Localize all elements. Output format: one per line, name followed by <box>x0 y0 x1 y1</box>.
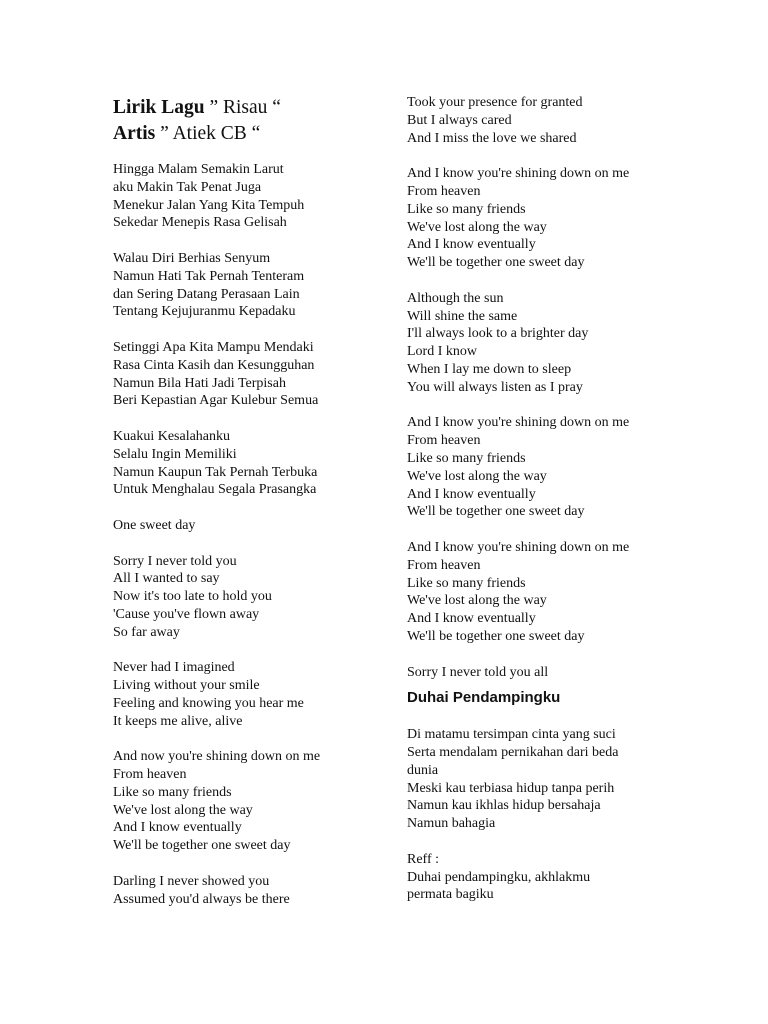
song-title: ” Risau “ <box>204 97 281 118</box>
lyric-line: And I know eventually <box>407 237 536 253</box>
lyric-line: dan Sering Datang Perasaan Lain <box>113 286 300 302</box>
lyric-line: dunia <box>407 762 439 778</box>
stanza <box>113 250 383 321</box>
lyrics-right <box>407 94 707 681</box>
left-column <box>113 0 383 908</box>
lyric-line: From heaven <box>407 183 481 199</box>
lyric-line: Reff : <box>407 851 440 867</box>
lyric-line: Kuakui Kesalahanku <box>113 428 231 444</box>
lyric-line: You will always listen as I pray <box>407 379 583 395</box>
lyric-line: And I know you're shining down on me <box>407 415 630 431</box>
lyric-line: Rasa Cinta Kasih dan Kesungguhan <box>113 357 315 373</box>
lirik-lagu-label: Lirik Lagu <box>113 97 205 118</box>
lyric-line: Will shine the same <box>407 308 518 324</box>
lyric-line: Namun Bila Hati Jadi Terpisah <box>113 375 286 391</box>
stanza-gap <box>113 232 383 250</box>
stanza <box>407 165 707 272</box>
lyric-line: Darling I never showed you <box>113 873 270 889</box>
lyric-line: And I know eventually <box>407 611 536 627</box>
lyric-line: 'Cause you've flown away <box>113 606 260 622</box>
lyric-line: Living without your smile <box>113 678 260 694</box>
lyric-line: It keeps me alive, alive <box>113 713 243 729</box>
lyric-line: And I miss the love we shared <box>407 130 577 146</box>
lyric-line: And now you're shining down on me <box>113 749 321 765</box>
stanza <box>407 539 707 646</box>
stanza-gap <box>407 521 707 539</box>
lyric-line: From heaven <box>407 557 481 573</box>
stanza <box>407 290 707 397</box>
lyric-line: I'll always look to a brighter day <box>407 326 589 342</box>
stanza <box>113 161 383 232</box>
lyric-line: Like so many friends <box>407 450 526 466</box>
lyric-line: We've lost along the way <box>407 219 547 235</box>
stanza <box>113 339 383 410</box>
lyric-line: Sekedar Menepis Rasa Gelisah <box>113 215 287 231</box>
lyric-line: Setinggi Apa Kita Mampu Mendaki <box>113 339 314 355</box>
lyric-line: Tentang Kejujuranmu Kepadaku <box>113 304 296 320</box>
lyric-line: And I know you're shining down on me <box>407 539 630 555</box>
right-column <box>407 0 707 904</box>
lyric-line: Namun bahagia <box>407 816 496 832</box>
lyric-line: And I know eventually <box>407 486 536 502</box>
lyric-line: Took your presence for granted <box>407 95 583 110</box>
stanza-gap <box>113 321 383 339</box>
lyric-line: Namun kau ikhlas hidup bersahaja <box>407 798 601 814</box>
stanza-gap <box>113 535 383 553</box>
stanza <box>113 428 383 499</box>
stanza-gap <box>113 731 383 749</box>
stanza-gap <box>407 397 707 415</box>
stanza <box>407 414 707 521</box>
stanza-gap <box>407 147 707 165</box>
lyric-line: Sorry I never told you all <box>407 664 549 680</box>
lyric-line: Sorry I never told you <box>113 553 237 569</box>
second-song-lyrics <box>407 726 707 904</box>
stanza-gap <box>113 499 383 517</box>
lyric-line: aku Makin Tak Penat Juga <box>113 179 262 195</box>
lyric-line: Hingga Malam Semakin Larut <box>113 162 284 177</box>
artis-label: Artis <box>113 123 156 144</box>
lyric-line: When I lay me down to sleep <box>407 361 572 377</box>
lyric-line: And I know you're shining down on me <box>407 166 630 182</box>
stanza-gap <box>407 833 707 851</box>
lyric-line: But I always cared <box>407 112 512 128</box>
lyric-line: We'll be together one sweet day <box>113 838 291 854</box>
lyric-line: From heaven <box>113 767 187 783</box>
artist-name: ” Atiek CB “ <box>155 123 261 144</box>
stanza-gap <box>407 272 707 290</box>
stanza-gap <box>113 410 383 428</box>
lyric-line: We'll be together one sweet day <box>407 255 585 271</box>
lyric-line: All I wanted to say <box>113 571 220 587</box>
stanza <box>407 664 707 682</box>
lyric-line: Never had I imagined <box>113 660 235 676</box>
lyric-line: Like so many friends <box>407 575 526 591</box>
stanza-gap <box>113 855 383 873</box>
lyric-line: Duhai pendampingku, akhlakmu <box>407 869 591 885</box>
lyric-line: Namun Hati Tak Pernah Tenteram <box>113 268 305 284</box>
stanza <box>113 748 383 855</box>
lyric-line: Feeling and knowing you hear me <box>113 695 304 711</box>
lyric-line: Meski kau terbiasa hidup tanpa perih <box>407 780 615 796</box>
lyric-line: We've lost along the way <box>407 468 547 484</box>
lyric-line: Assumed you'd always be there <box>113 891 290 907</box>
lyric-line: From heaven <box>407 433 481 449</box>
lyric-line: permata bagiku <box>407 887 494 903</box>
lyric-line: And I know eventually <box>113 820 242 836</box>
lyric-line: Serta mendalam pernikahan dari beda <box>407 745 619 761</box>
lyric-line: Walau Diri Berhias Senyum <box>113 250 271 266</box>
stanza <box>113 873 383 909</box>
stanza <box>407 726 707 833</box>
lyric-line: So far away <box>113 624 180 640</box>
stanza-gap <box>113 642 383 660</box>
lyric-line: Like so many friends <box>407 201 526 217</box>
lyric-line: One sweet day <box>113 517 196 533</box>
lyric-line: Namun Kaupun Tak Pernah Terbuka <box>113 464 318 480</box>
lyric-line: We'll be together one sweet day <box>407 504 585 520</box>
lyric-line: We've lost along the way <box>407 593 547 609</box>
lyric-line: Beri Kepastian Agar Kulebur Semua <box>113 393 319 409</box>
lyric-line: Di matamu tersimpan cinta yang suci <box>407 727 616 743</box>
lyric-line: We've lost along the way <box>113 802 253 818</box>
stanza <box>407 851 707 904</box>
lyric-line: Now it's too late to hold you <box>113 589 272 605</box>
song-title-line <box>113 95 383 121</box>
lyric-line: Like so many friends <box>113 784 232 800</box>
artist-line <box>113 121 383 147</box>
stanza <box>113 659 383 730</box>
lyric-line: Untuk Menghalau Segala Prasangka <box>113 482 317 498</box>
lyrics-left <box>113 161 383 908</box>
lyric-line: Lord I know <box>407 344 477 360</box>
stanza <box>113 517 383 535</box>
lyric-line: Although the sun <box>407 290 504 306</box>
stanza <box>407 94 707 147</box>
stanza-gap <box>407 646 707 664</box>
stanza <box>113 553 383 642</box>
lyric-line: Selalu Ingin Memiliki <box>113 446 237 462</box>
second-song-title: Duhai Pendampingku <box>407 689 561 707</box>
lyric-line: Menekur Jalan Yang Kita Tempuh <box>113 197 305 213</box>
lyric-line: We'll be together one sweet day <box>407 628 585 644</box>
